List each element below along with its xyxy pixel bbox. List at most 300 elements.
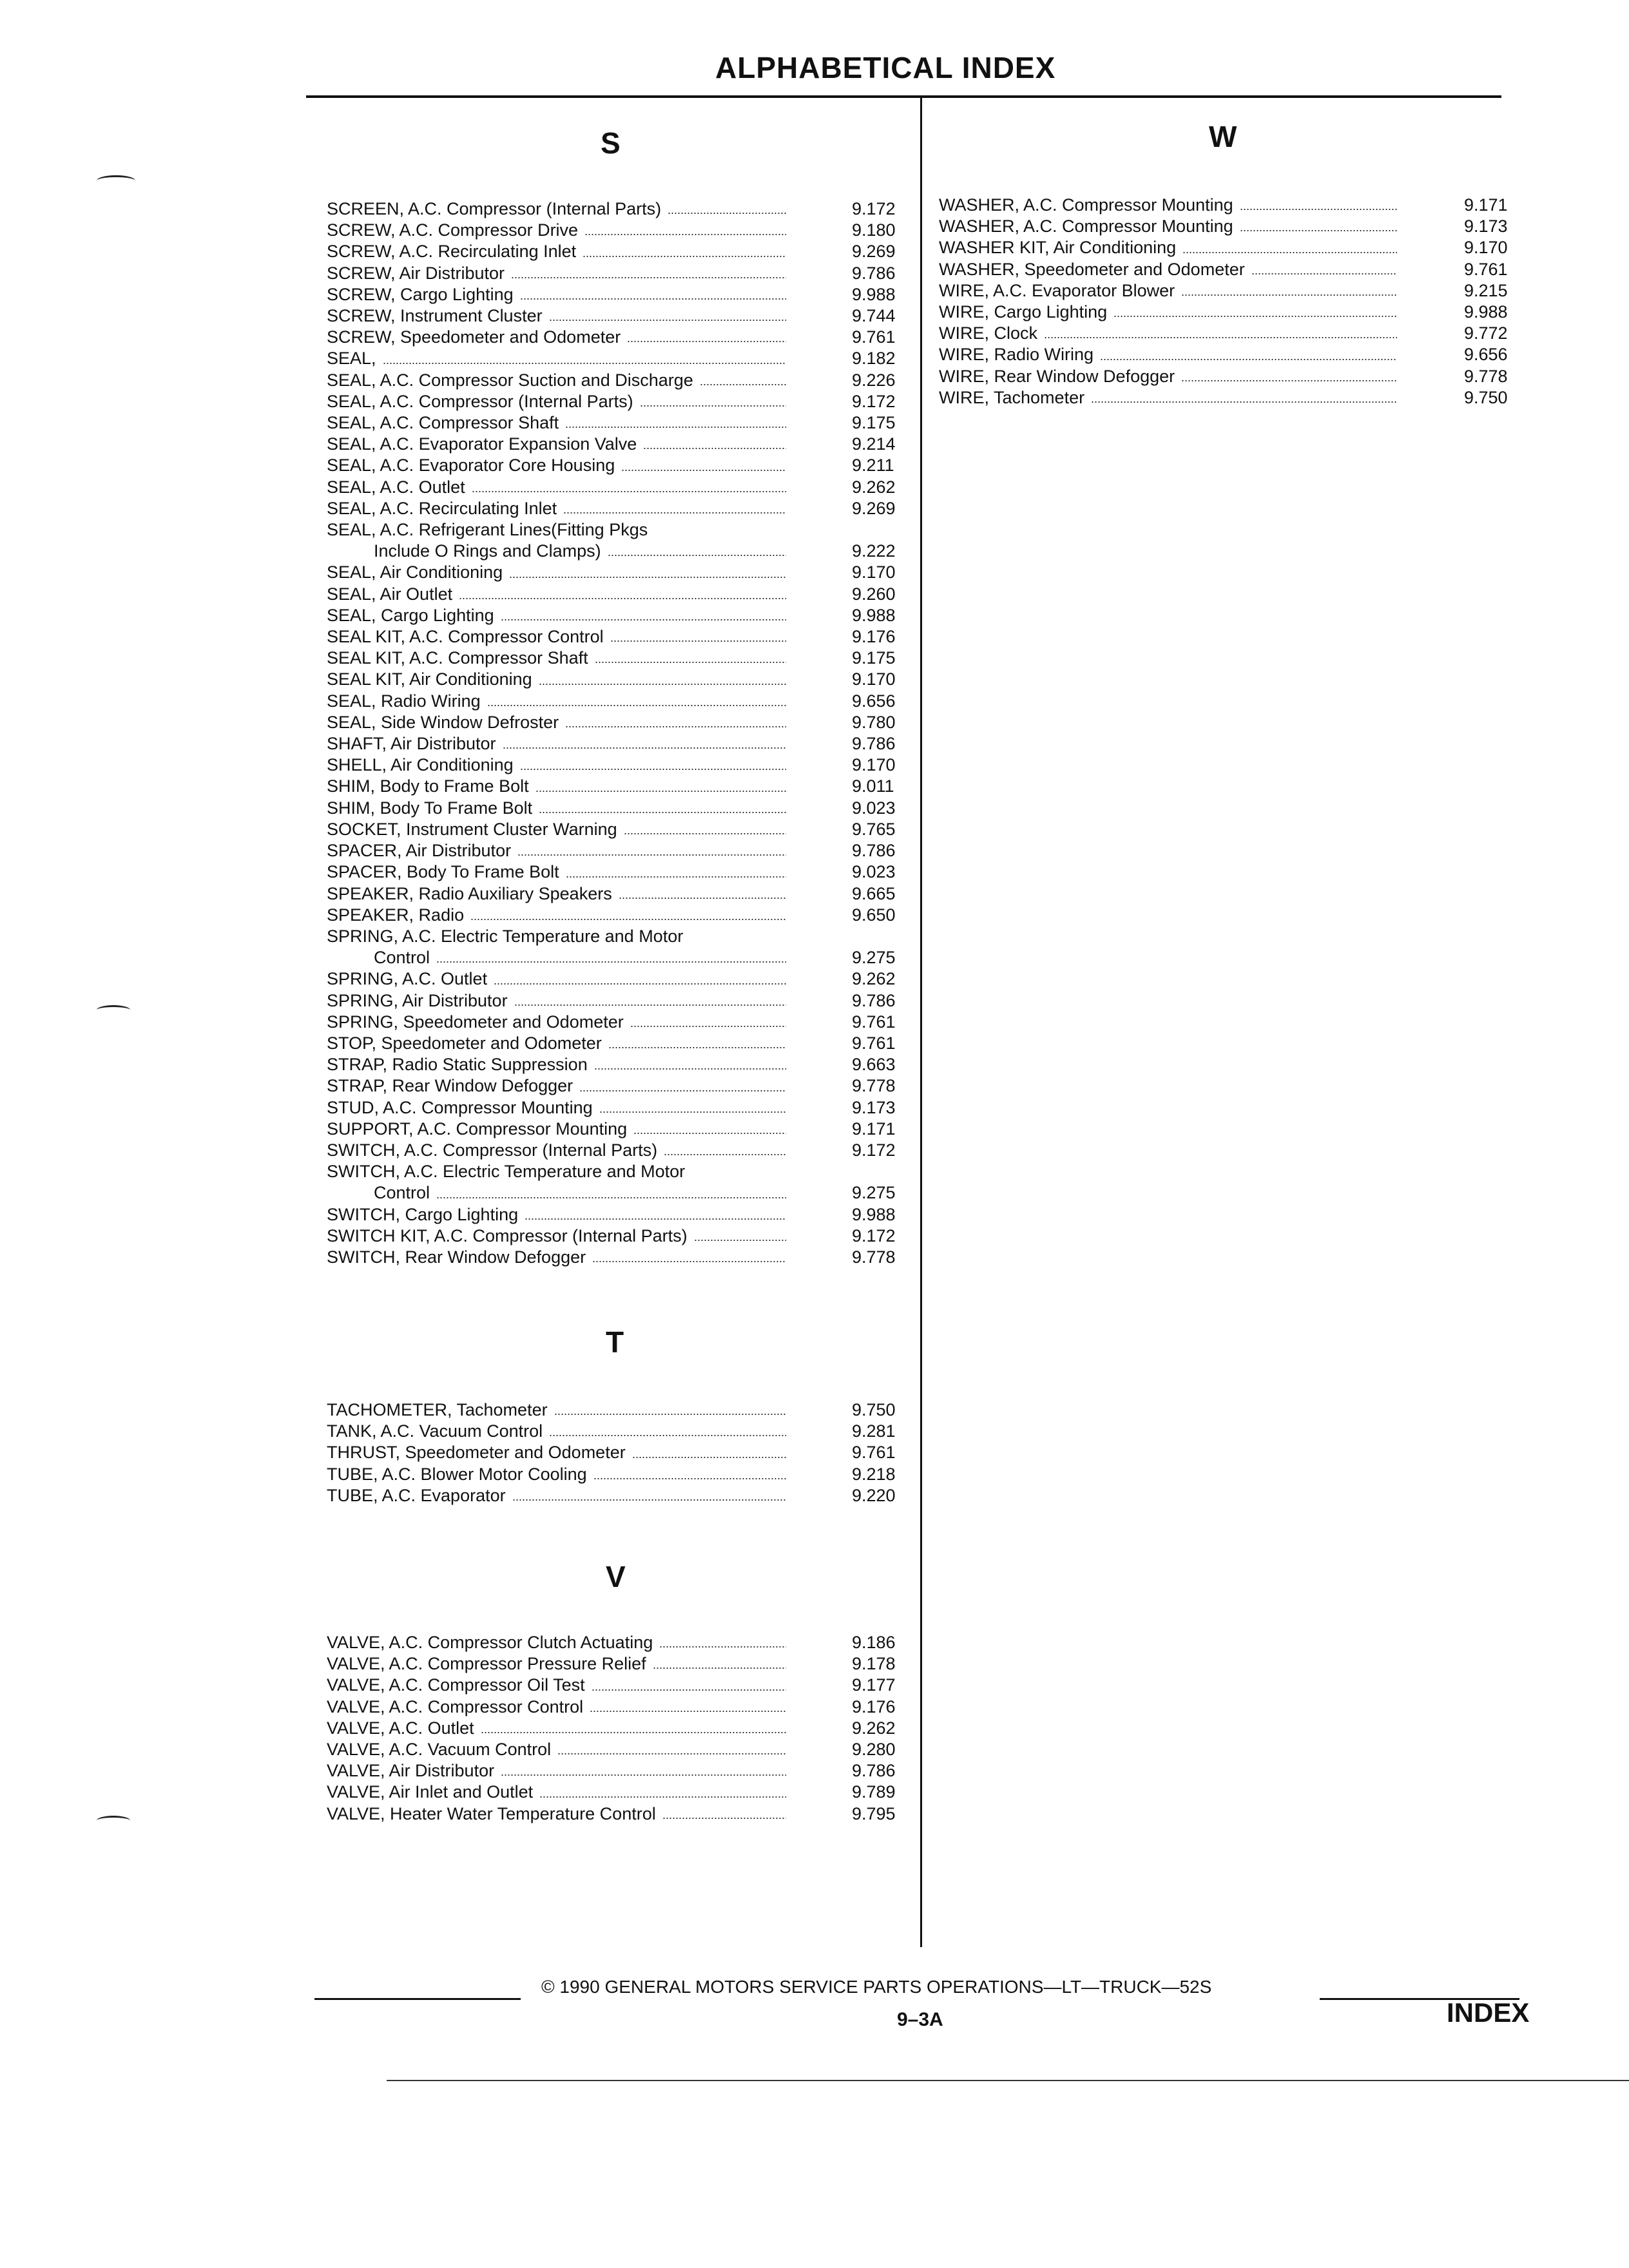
entry-label: SUPPORT, A.C. Compressor Mounting bbox=[327, 1119, 628, 1139]
leader-dots bbox=[621, 470, 786, 471]
column-divider bbox=[920, 98, 922, 1947]
entry-label: SEAL KIT, A.C. Compressor Shaft bbox=[327, 648, 588, 668]
entry-label-continued: Control bbox=[374, 1183, 430, 1203]
entry-page-ref: 9.275 bbox=[852, 1183, 896, 1203]
index-entry bbox=[327, 284, 920, 305]
entry-label: STOP, Speedometer and Odometer bbox=[327, 1033, 602, 1053]
entry-page-ref: 9.761 bbox=[852, 1012, 896, 1032]
entry-page-ref: 9.988 bbox=[852, 1204, 896, 1224]
index-entry bbox=[327, 905, 920, 926]
index-entry bbox=[327, 562, 920, 583]
index-entry bbox=[327, 1012, 920, 1033]
leader-dots bbox=[1181, 380, 1397, 381]
entry-label: VALVE, A.C. Compressor Pressure Relief bbox=[327, 1654, 646, 1674]
leader-dots bbox=[632, 1457, 786, 1458]
entry-page-ref: 9.214 bbox=[852, 434, 896, 454]
entry-label: WASHER, Speedometer and Odometer bbox=[939, 259, 1245, 279]
entry-label: TUBE, A.C. Blower Motor Cooling bbox=[327, 1464, 587, 1484]
leader-dots bbox=[501, 1774, 786, 1776]
entry-page-ref: 9.280 bbox=[852, 1740, 896, 1760]
entry-label: WIRE, Radio Wiring bbox=[939, 345, 1094, 365]
leader-dots bbox=[1113, 316, 1397, 317]
entry-label: SHIM, Body To Frame Bolt bbox=[327, 798, 533, 818]
index-list-w bbox=[939, 195, 1525, 408]
leader-dots bbox=[630, 1026, 786, 1027]
entry-page-ref: 9.172 bbox=[852, 1140, 896, 1160]
entry-page-ref: 9.170 bbox=[852, 755, 896, 775]
index-entry bbox=[327, 1782, 920, 1803]
leader-dots bbox=[627, 341, 786, 342]
index-entry bbox=[939, 280, 1525, 302]
index-entry bbox=[327, 477, 920, 498]
index-entry bbox=[327, 754, 920, 776]
index-entry bbox=[327, 412, 920, 434]
leader-dots bbox=[539, 684, 786, 685]
entry-page-ref: 9.176 bbox=[852, 1696, 896, 1716]
entry-label: SOCKET, Instrument Cluster Warning bbox=[327, 819, 617, 839]
leader-dots bbox=[509, 577, 786, 578]
entry-label: SPRING, A.C. Outlet bbox=[327, 969, 488, 989]
leader-dots bbox=[1100, 359, 1397, 360]
entry-page-ref: 9.780 bbox=[852, 712, 896, 732]
entry-label: SHIM, Body to Frame Bolt bbox=[327, 776, 529, 796]
index-entry bbox=[327, 327, 920, 348]
index-entry bbox=[327, 584, 920, 605]
leader-dots bbox=[501, 619, 786, 620]
entry-label: VALVE, A.C. Compressor Control bbox=[327, 1696, 584, 1716]
leader-dots bbox=[608, 1047, 786, 1048]
entry-label: SPRING, Speedometer and Odometer bbox=[327, 1012, 624, 1032]
entry-page-ref: 9.180 bbox=[852, 220, 896, 240]
entry-label: SEAL KIT, A.C. Compressor Control bbox=[327, 627, 604, 647]
entry-label: SWITCH KIT, A.C. Compressor (Internal Parts) bbox=[327, 1225, 688, 1245]
entry-label: SEAL, Air Outlet bbox=[327, 584, 453, 604]
leader-dots bbox=[608, 555, 786, 556]
entry-page-ref: 9.665 bbox=[852, 883, 896, 903]
entry-label: VALVE, A.C. Compressor Clutch Actuating bbox=[327, 1633, 653, 1652]
leader-dots bbox=[459, 598, 786, 599]
index-entry bbox=[327, 1225, 920, 1247]
index-entry bbox=[327, 198, 920, 220]
entry-label: SEAL KIT, Air Conditioning bbox=[327, 669, 532, 689]
leader-dots bbox=[1181, 294, 1397, 296]
index-entry bbox=[327, 1119, 920, 1140]
leader-dots bbox=[481, 1732, 786, 1733]
entry-page-ref: 9.663 bbox=[852, 1055, 896, 1075]
leader-dots bbox=[554, 1414, 786, 1415]
leader-dots bbox=[520, 298, 786, 300]
index-entry bbox=[327, 626, 920, 648]
scan-mark bbox=[97, 175, 135, 186]
index-entry bbox=[327, 519, 920, 562]
entry-label: SEAL, Cargo Lighting bbox=[327, 605, 494, 625]
index-entry bbox=[327, 305, 920, 327]
entry-page-ref: 9.750 bbox=[1464, 387, 1508, 407]
entry-page-ref: 9.023 bbox=[852, 862, 896, 882]
leader-dots bbox=[592, 1261, 786, 1262]
entry-page-ref: 9.170 bbox=[852, 669, 896, 689]
index-entry bbox=[327, 1075, 920, 1097]
leader-dots bbox=[584, 234, 786, 235]
entry-page-ref: 9.171 bbox=[1464, 195, 1508, 215]
entry-page-ref: 9.269 bbox=[852, 242, 896, 262]
entry-label: WIRE, A.C. Evaporator Blower bbox=[939, 280, 1175, 300]
entry-label: SHELL, Air Conditioning bbox=[327, 755, 514, 775]
leader-dots bbox=[610, 640, 786, 642]
entry-label: TANK, A.C. Vacuum Control bbox=[327, 1421, 543, 1441]
entry-page-ref: 9.778 bbox=[1464, 366, 1508, 386]
entry-label: WIRE, Tachometer bbox=[939, 387, 1085, 407]
leader-dots bbox=[566, 876, 786, 878]
entry-label: SEAL, A.C. Recirculating Inlet bbox=[327, 498, 557, 518]
index-entry bbox=[327, 1760, 920, 1782]
leader-dots bbox=[1240, 209, 1397, 210]
leader-dots bbox=[563, 512, 786, 514]
entry-page-ref: 9.656 bbox=[852, 691, 896, 711]
leader-dots bbox=[514, 1004, 786, 1006]
index-entry bbox=[327, 1464, 920, 1485]
entry-page-ref: 9.750 bbox=[852, 1400, 896, 1419]
entry-page-ref: 9.778 bbox=[852, 1076, 896, 1096]
leader-dots bbox=[565, 726, 786, 727]
leader-dots bbox=[594, 1068, 786, 1070]
index-entry bbox=[327, 819, 920, 840]
leader-dots bbox=[593, 1478, 786, 1479]
entry-label: WASHER, A.C. Compressor Mounting bbox=[939, 195, 1233, 215]
page-title: ALPHABETICAL INDEX bbox=[715, 51, 1056, 84]
section-letter-s: S bbox=[601, 126, 621, 160]
entry-page-ref: 9.761 bbox=[852, 327, 896, 347]
entry-page-ref: 9.761 bbox=[1464, 259, 1508, 279]
entry-label: SEAL, Radio Wiring bbox=[327, 691, 481, 711]
entry-label: VALVE, Heater Water Temperature Control bbox=[327, 1803, 656, 1823]
entry-page-ref: 9.175 bbox=[852, 648, 896, 668]
leader-dots bbox=[512, 1499, 786, 1501]
entry-label: STUD, A.C. Compressor Mounting bbox=[327, 1097, 593, 1117]
index-entry bbox=[327, 434, 920, 455]
entry-page-ref: 9.226 bbox=[852, 370, 896, 390]
entry-page-ref: 9.175 bbox=[852, 413, 896, 433]
leader-dots bbox=[595, 662, 786, 663]
entry-label: SCREW, Air Distributor bbox=[327, 263, 505, 283]
bottom-rule bbox=[387, 2080, 1629, 2081]
entry-page-ref: 9.173 bbox=[852, 1097, 896, 1117]
entry-page-ref: 9.795 bbox=[852, 1803, 896, 1823]
index-entry bbox=[939, 344, 1525, 365]
leader-dots bbox=[619, 898, 786, 899]
entry-label: TACHOMETER, Tachometer bbox=[327, 1400, 548, 1419]
leader-dots bbox=[664, 1154, 786, 1155]
entry-page-ref: 9.761 bbox=[852, 1443, 896, 1463]
entry-page-ref: 9.281 bbox=[852, 1421, 896, 1441]
entry-label: SCREW, Cargo Lighting bbox=[327, 284, 514, 304]
leader-dots bbox=[539, 812, 786, 813]
entry-label: WIRE, Clock bbox=[939, 323, 1038, 343]
index-entry bbox=[327, 605, 920, 626]
index-entry bbox=[327, 840, 920, 861]
section-name: INDEX bbox=[1447, 1997, 1530, 2028]
entry-label: SEAL, A.C. Compressor Shaft bbox=[327, 413, 559, 433]
leader-dots bbox=[694, 1240, 786, 1241]
leader-dots bbox=[662, 1818, 786, 1819]
entry-page-ref: 9.011 bbox=[852, 776, 894, 796]
entry-label: SPACER, Air Distributor bbox=[327, 841, 512, 861]
index-list-s bbox=[327, 198, 920, 1268]
index-entry bbox=[327, 498, 920, 519]
entry-label: SPACER, Body To Frame Bolt bbox=[327, 862, 559, 882]
entry-label: SWITCH, Cargo Lighting bbox=[327, 1204, 519, 1224]
entry-page-ref: 9.215 bbox=[1464, 280, 1508, 300]
index-entry bbox=[327, 1161, 920, 1204]
entry-label: SCREW, A.C. Compressor Drive bbox=[327, 220, 579, 240]
index-entry bbox=[327, 1204, 920, 1225]
entry-page-ref: 9.218 bbox=[852, 1464, 896, 1484]
entry-label: SEAL, Air Conditioning bbox=[327, 562, 503, 582]
page-number: 9–3A bbox=[897, 2009, 943, 2030]
leader-dots bbox=[583, 256, 786, 257]
entry-label: TUBE, A.C. Evaporator bbox=[327, 1485, 506, 1505]
index-entry bbox=[939, 323, 1525, 344]
entry-page-ref: 9.656 bbox=[1464, 345, 1508, 365]
leader-dots bbox=[525, 1218, 786, 1220]
entry-label: WIRE, Cargo Lighting bbox=[939, 302, 1108, 322]
header-rule bbox=[306, 95, 1501, 98]
entry-label: SWITCH, A.C. Electric Temperature and Motor bbox=[327, 1162, 686, 1182]
footer-copyright: © 1990 GENERAL MOTORS SERVICE PARTS OPERATIONS—LT—TRUCK—52S bbox=[541, 1977, 1212, 1997]
entry-page-ref: 9.170 bbox=[852, 562, 896, 582]
leader-dots bbox=[470, 919, 786, 920]
index-entry bbox=[327, 926, 920, 968]
entry-page-ref: 9.172 bbox=[852, 1225, 896, 1245]
entry-label: VALVE, A.C. Vacuum Control bbox=[327, 1740, 552, 1760]
entry-label: THRUST, Speedometer and Odometer bbox=[327, 1443, 626, 1463]
entry-label: SWITCH, Rear Window Defogger bbox=[327, 1247, 586, 1267]
leader-dots bbox=[565, 427, 786, 428]
entry-label: WASHER KIT, Air Conditioning bbox=[939, 238, 1177, 258]
index-entry bbox=[939, 387, 1525, 408]
leader-dots bbox=[517, 854, 786, 856]
entry-label: SCREW, A.C. Recirculating Inlet bbox=[327, 242, 577, 262]
entry-page-ref: 9.260 bbox=[852, 584, 896, 604]
index-entry bbox=[327, 712, 920, 733]
index-entry bbox=[327, 648, 920, 669]
leader-dots bbox=[653, 1667, 786, 1669]
leader-dots bbox=[511, 277, 786, 278]
index-entry bbox=[327, 1485, 920, 1506]
entry-page-ref: 9.171 bbox=[852, 1119, 896, 1139]
leader-dots bbox=[472, 491, 786, 492]
entry-label: VALVE, A.C. Outlet bbox=[327, 1718, 474, 1738]
leader-dots bbox=[436, 961, 786, 963]
entry-page-ref: 9.772 bbox=[1464, 323, 1508, 343]
entry-page-ref: 9.744 bbox=[852, 306, 896, 326]
leader-dots bbox=[520, 769, 786, 770]
leader-dots bbox=[659, 1646, 786, 1648]
entry-label: SPEAKER, Radio bbox=[327, 905, 465, 925]
entry-page-ref: 9.650 bbox=[852, 905, 896, 925]
leader-dots bbox=[592, 1689, 786, 1691]
entry-label: WASHER, A.C. Compressor Mounting bbox=[939, 216, 1233, 236]
entry-page-ref: 9.170 bbox=[1464, 238, 1508, 258]
index-entry bbox=[327, 1442, 920, 1463]
leader-dots bbox=[535, 791, 786, 792]
index-entry bbox=[327, 1247, 920, 1268]
leader-dots bbox=[624, 833, 786, 834]
entry-page-ref: 9.186 bbox=[852, 1633, 896, 1652]
index-entry bbox=[327, 1140, 920, 1161]
entry-label: SEAL, A.C. Compressor (Internal Parts) bbox=[327, 391, 633, 411]
entry-label: SEAL, A.C. Evaporator Core Housing bbox=[327, 456, 615, 476]
entry-page-ref: 9.778 bbox=[852, 1247, 896, 1267]
index-entry bbox=[327, 455, 920, 476]
entry-label: VALVE, A.C. Compressor Oil Test bbox=[327, 1675, 585, 1695]
entry-page-ref: 9.220 bbox=[852, 1485, 896, 1505]
entry-page-ref: 9.269 bbox=[852, 498, 896, 518]
leader-dots bbox=[549, 320, 786, 321]
index-entry bbox=[939, 302, 1525, 323]
entry-label: VALVE, Air Distributor bbox=[327, 1761, 495, 1781]
index-entry bbox=[939, 216, 1525, 237]
leader-dots bbox=[668, 213, 786, 214]
index-entry bbox=[327, 1739, 920, 1760]
entry-page-ref: 9.988 bbox=[852, 605, 896, 625]
index-entry bbox=[327, 1675, 920, 1696]
entry-page-ref: 9.786 bbox=[852, 841, 896, 861]
entry-page-ref: 9.211 bbox=[852, 456, 894, 476]
index-entry bbox=[327, 220, 920, 241]
entry-label: SPRING, Air Distributor bbox=[327, 990, 508, 1010]
index-entry bbox=[327, 669, 920, 690]
section-letter-w: W bbox=[1209, 120, 1237, 153]
index-entry bbox=[939, 195, 1525, 216]
leader-dots bbox=[487, 705, 786, 706]
entry-page-ref: 9.178 bbox=[852, 1654, 896, 1674]
index-entry bbox=[327, 1054, 920, 1075]
leader-dots bbox=[539, 1796, 786, 1798]
entry-label: SHAFT, Air Distributor bbox=[327, 734, 496, 754]
index-entry bbox=[327, 1421, 920, 1442]
index-entry bbox=[327, 1803, 920, 1825]
entry-page-ref: 9.262 bbox=[852, 969, 896, 989]
scan-mark bbox=[97, 1816, 130, 1825]
entry-label-continued: Control bbox=[374, 948, 430, 968]
index-entry bbox=[327, 861, 920, 883]
entry-label: SEAL, A.C. Compressor Suction and Discharge bbox=[327, 370, 693, 390]
entry-label: SEAL, bbox=[327, 349, 376, 369]
entry-page-ref: 9.786 bbox=[852, 734, 896, 754]
leader-dots bbox=[640, 405, 786, 407]
entry-label: SEAL, Side Window Defroster bbox=[327, 712, 559, 732]
index-entry bbox=[327, 691, 920, 712]
entry-page-ref: 9.222 bbox=[852, 541, 896, 561]
leader-dots bbox=[599, 1111, 786, 1113]
entry-page-ref: 9.789 bbox=[852, 1782, 896, 1802]
leader-dots bbox=[579, 1090, 786, 1091]
entry-label: SEAL, A.C. Evaporator Expansion Valve bbox=[327, 434, 637, 454]
index-entry bbox=[327, 883, 920, 905]
entry-page-ref: 9.761 bbox=[852, 1033, 896, 1053]
index-entry bbox=[327, 263, 920, 284]
entry-page-ref: 9.765 bbox=[852, 819, 896, 839]
index-entry bbox=[327, 968, 920, 990]
leader-dots bbox=[643, 448, 786, 449]
entry-page-ref: 9.172 bbox=[852, 199, 896, 218]
leader-dots bbox=[1044, 337, 1397, 338]
index-entry bbox=[327, 1632, 920, 1653]
leader-dots bbox=[436, 1197, 786, 1198]
footer-rule-left bbox=[314, 1998, 521, 2000]
index-entry bbox=[327, 776, 920, 797]
leader-dots bbox=[557, 1753, 786, 1754]
index-list-v bbox=[327, 1632, 920, 1825]
leader-dots bbox=[503, 747, 786, 749]
entry-page-ref: 9.176 bbox=[852, 627, 896, 647]
leader-dots bbox=[383, 363, 786, 364]
entry-label: SCREW, Instrument Cluster bbox=[327, 306, 543, 326]
index-list-t bbox=[327, 1399, 920, 1506]
index-entry bbox=[327, 1399, 920, 1421]
entry-page-ref: 9.182 bbox=[852, 349, 896, 369]
scan-mark bbox=[97, 1005, 130, 1015]
index-entry bbox=[327, 1696, 920, 1718]
entry-label-continued: Include O Rings and Clamps) bbox=[374, 541, 601, 561]
entry-label: SPRING, A.C. Electric Temperature and Motor bbox=[327, 926, 684, 946]
section-letter-t: T bbox=[606, 1325, 624, 1359]
index-entry bbox=[327, 1033, 920, 1054]
entry-page-ref: 9.173 bbox=[1464, 216, 1508, 236]
section-letter-v: V bbox=[606, 1560, 626, 1593]
entry-page-ref: 9.988 bbox=[1464, 302, 1508, 322]
entry-page-ref: 9.786 bbox=[852, 263, 896, 283]
entry-label: VALVE, Air Inlet and Outlet bbox=[327, 1782, 534, 1802]
leader-dots bbox=[1251, 273, 1397, 274]
entry-label: SEAL, A.C. Outlet bbox=[327, 477, 465, 497]
entry-label: WIRE, Rear Window Defogger bbox=[939, 366, 1175, 386]
leader-dots bbox=[549, 1435, 786, 1436]
entry-label: SCREEN, A.C. Compressor (Internal Parts) bbox=[327, 199, 662, 218]
entry-page-ref: 9.275 bbox=[852, 948, 896, 968]
entry-page-ref: 9.262 bbox=[852, 477, 896, 497]
entry-page-ref: 9.172 bbox=[852, 391, 896, 411]
leader-dots bbox=[1182, 252, 1397, 253]
entry-page-ref: 9.023 bbox=[852, 798, 896, 818]
entry-page-ref: 9.786 bbox=[852, 1761, 896, 1781]
index-entry bbox=[327, 990, 920, 1012]
entry-label: STRAP, Radio Static Suppression bbox=[327, 1055, 588, 1075]
leader-dots bbox=[700, 384, 786, 385]
leader-dots bbox=[1240, 230, 1397, 231]
entry-page-ref: 9.988 bbox=[852, 284, 896, 304]
entry-page-ref: 9.177 bbox=[852, 1675, 896, 1695]
index-entry bbox=[327, 370, 920, 391]
index-entry bbox=[327, 1097, 920, 1119]
entry-label: SEAL, A.C. Refrigerant Lines(Fitting Pkgs bbox=[327, 520, 648, 540]
index-entry bbox=[327, 733, 920, 754]
index-entry bbox=[327, 348, 920, 369]
index-entry bbox=[939, 237, 1525, 258]
leader-dots bbox=[590, 1711, 786, 1712]
entry-page-ref: 9.786 bbox=[852, 990, 896, 1010]
entry-label: STRAP, Rear Window Defogger bbox=[327, 1076, 574, 1096]
index-entry bbox=[327, 1653, 920, 1675]
index-entry bbox=[939, 366, 1525, 387]
index-entry bbox=[327, 391, 920, 412]
entry-label: SWITCH, A.C. Compressor (Internal Parts) bbox=[327, 1140, 658, 1160]
index-entry bbox=[327, 241, 920, 262]
leader-dots bbox=[633, 1133, 786, 1134]
entry-label: SCREW, Speedometer and Odometer bbox=[327, 327, 621, 347]
index-entry bbox=[327, 1718, 920, 1739]
